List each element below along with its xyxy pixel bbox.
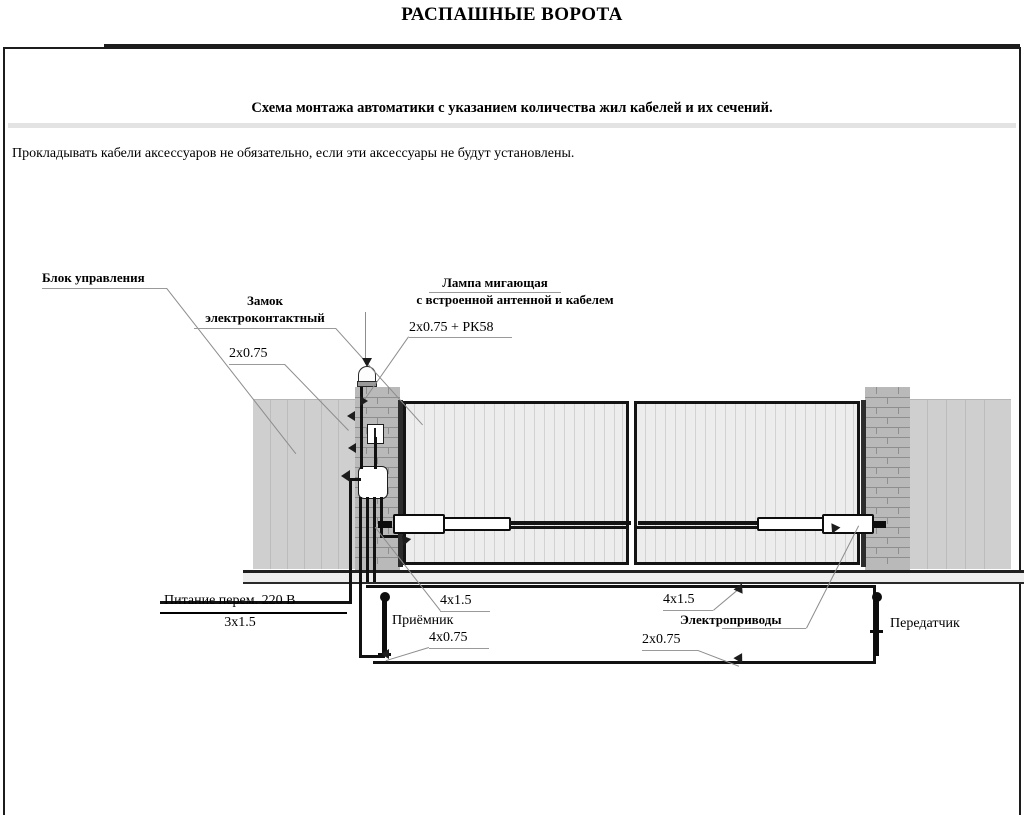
underline-control-unit [42,288,167,289]
gate-leaf-left [403,401,629,565]
underline-power-supply [160,612,347,614]
cable-receiver-vertical [359,582,362,658]
page-title: РАСПАШНЫЕ ВОРОТА [401,4,623,25]
arrowhead-receiver-cable [381,649,389,659]
drawing-subtitle: Схема монтажа автоматики с указанием количества жил кабелей и их сечений. [251,100,773,116]
underline-actuator-left-cable [440,611,490,612]
actuator-left-body [393,514,445,534]
arrowhead-lamp [362,358,372,367]
label-actuators: Электроприводы [680,612,782,627]
label-lock-line2: электроконтактный [205,310,325,325]
receiver-post [382,598,387,656]
fence-panel-left [253,399,356,569]
label-lamp-line1: Лампа мигающая [442,275,548,290]
underline-actuator-right-cable [663,610,713,611]
transmitter-post [874,598,879,656]
wire-ctrl-bundle-1 [359,497,362,582]
label-lamp-line2: с встроенной антенной и кабелем [416,292,614,307]
drawing-note: Прокладывать кабели аксессуаров не обязательно, если эти аксессуары не будут установлены. [12,146,575,161]
electric-lock-bolt [374,428,376,437]
actuator-right-arm [757,517,825,531]
subtitle-divider [8,123,1016,128]
cable-power-vertical [349,478,352,604]
transmitter-post-head [872,592,882,602]
label-receiver: Приёмник [392,613,454,628]
gate-leaf-right [634,401,860,565]
underline-lock [194,328,336,329]
wire-ctrl-bundle-2 [366,497,369,582]
transmitter-post-foot [870,630,883,633]
underline-lamp-cable [409,337,512,338]
arrowhead-lock-cable [348,443,356,453]
underline-transmitter-cable [642,650,698,651]
underline-lock-cable [229,364,285,365]
cable-right-run-top [366,585,876,588]
actuator-left-bracket [378,521,392,528]
label-power-supply: Питание перем. 220 В [164,593,296,608]
label-transmitter-cable: 2x0.75 [642,632,681,647]
receiver-post-head [380,592,390,602]
label-lamp-cable: 2x0.75 + РК58 [409,320,494,335]
label-transmitter: Передатчик [890,616,960,631]
label-actuator-right-cable: 4x1.5 [663,592,695,607]
hinge-strip-right [861,400,866,567]
pillar-right [865,387,910,570]
label-control-unit: Блок управления [42,270,145,285]
arrowhead-lamp-cable [360,396,368,406]
actuator-right-bracket [872,521,886,528]
label-lock-line1: Замок [246,293,284,308]
underline-receiver-cable [429,648,489,649]
cable-transmitter-bottom [373,661,876,664]
cable-power-to-box [349,478,361,481]
actuator-left-arm [443,517,511,531]
actuator-left-rod [509,521,631,525]
underline-actuators [722,628,806,629]
arrowhead-lock [347,411,355,421]
wire-lock-down [374,437,377,469]
label-lock-cable: 2x0.75 [229,346,268,361]
actuator-right-rod [638,521,760,525]
control-unit-box-icon [358,466,388,499]
fence-panel-right [908,399,1011,569]
wire-ctrl-bundle-3 [373,497,376,582]
label-actuator-left-cable: 4x1.5 [440,593,472,608]
leader-lamp-vertical [365,312,366,364]
flashing-lamp-icon [358,366,376,382]
label-power-cable: 3x1.5 [224,615,256,630]
label-receiver-cable: 4x0.75 [429,630,468,645]
arrowhead-control-unit [341,470,350,482]
wire-ctrl-bundle-4 [380,497,383,512]
